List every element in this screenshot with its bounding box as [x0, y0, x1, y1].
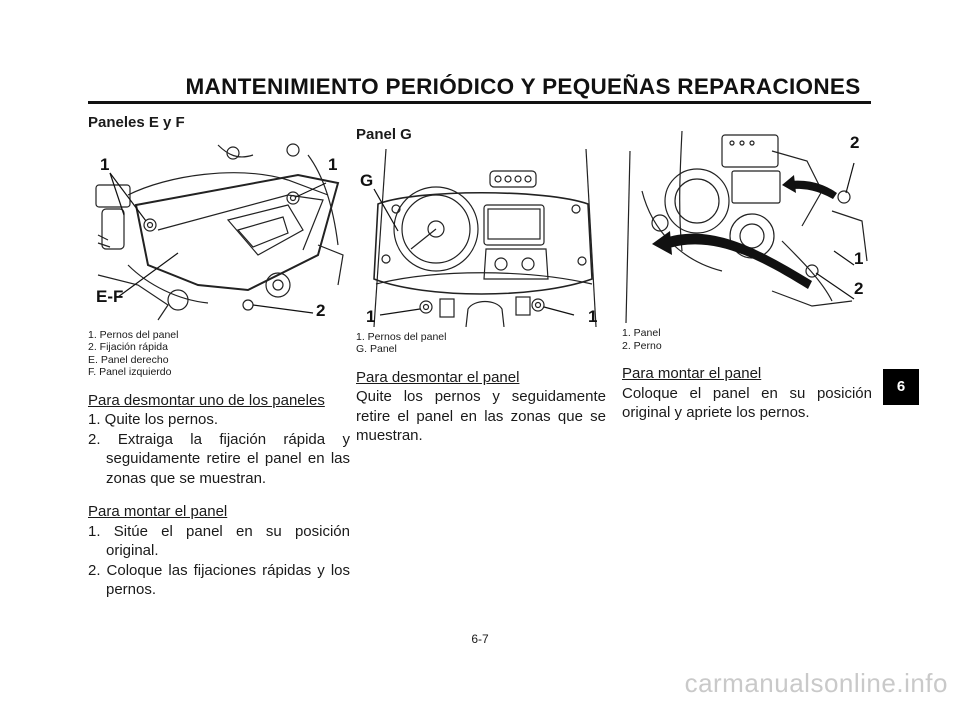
caption-line: 1. Pernos del panel	[356, 330, 447, 343]
remove-steps	[88, 410, 350, 488]
watermark: carmanualsonline.info	[684, 668, 948, 698]
remove-text: Quite los pernos y seguidamente retire el panel en las zonas que se muestran.	[356, 388, 606, 444]
install-title: Para montar el panel	[622, 365, 762, 382]
column-panels-e-f	[88, 113, 350, 600]
figure-panels-e-f	[88, 135, 350, 325]
caption-line: 2. Perno	[622, 339, 662, 352]
panel-bolts-illustration	[622, 131, 872, 323]
figure-caption	[88, 329, 350, 379]
step-item: 2. Coloque las fijaciones rápidas y los pernos.	[88, 561, 350, 598]
callout-e-f: E-F	[96, 286, 124, 306]
section-heading: Paneles E y F	[88, 114, 185, 131]
panel-g-illustration	[356, 149, 606, 327]
caption-line: E. Panel derecho	[88, 353, 169, 366]
callout-1-right: 1	[588, 306, 598, 326]
section-heading: Panel G	[356, 126, 412, 143]
callout-1-right: 1	[328, 154, 338, 174]
panel-ef-illustration	[88, 135, 350, 325]
callout-1-left: 1	[100, 154, 110, 174]
step-item: 1. Quite los pernos.	[88, 411, 219, 428]
remove-title: Para desmontar uno de los paneles	[88, 391, 325, 409]
install-text: Coloque el panel en su posición original y apriete los pernos.	[622, 384, 872, 421]
caption-line: G. Panel	[356, 343, 397, 355]
caption-line: 1. Pernos del panel	[88, 328, 179, 341]
install-title: Para montar el panel	[88, 503, 228, 520]
callout-2: 2	[316, 300, 326, 320]
figure-panel-g	[356, 149, 606, 327]
callout-g: G	[360, 170, 374, 190]
figure-panel-bolts	[622, 131, 872, 323]
page-header: MANTENIMIENTO PERIÓDICO Y PEQUEÑAS REPARACIONES	[185, 74, 861, 99]
callout-2-top: 2	[850, 133, 860, 152]
callout-1: 1	[854, 249, 864, 268]
chapter-tab: 6	[883, 369, 919, 405]
remove-title: Para desmontar el panel	[356, 368, 520, 386]
caption-line: F. Panel izquierdo	[88, 366, 172, 378]
header-rule	[88, 101, 871, 104]
step-item: 1. Sitúe el panel en su posición original.	[88, 522, 350, 559]
callout-2-bottom: 2	[854, 279, 864, 298]
step-item: 2. Extraiga la fijación rápida y seguidamente retire el panel en las zonas que se muestran.	[88, 430, 350, 487]
caption-line: 1. Panel	[622, 327, 661, 339]
column-panel-install	[622, 113, 872, 423]
column-panel-g	[356, 113, 606, 446]
figure-caption	[622, 327, 872, 352]
callout-1-left: 1	[366, 306, 376, 326]
page-number: 6-7	[471, 632, 489, 646]
install-steps	[88, 522, 350, 600]
caption-line: 2. Fijación rápida	[88, 341, 168, 353]
figure-caption	[356, 331, 606, 356]
